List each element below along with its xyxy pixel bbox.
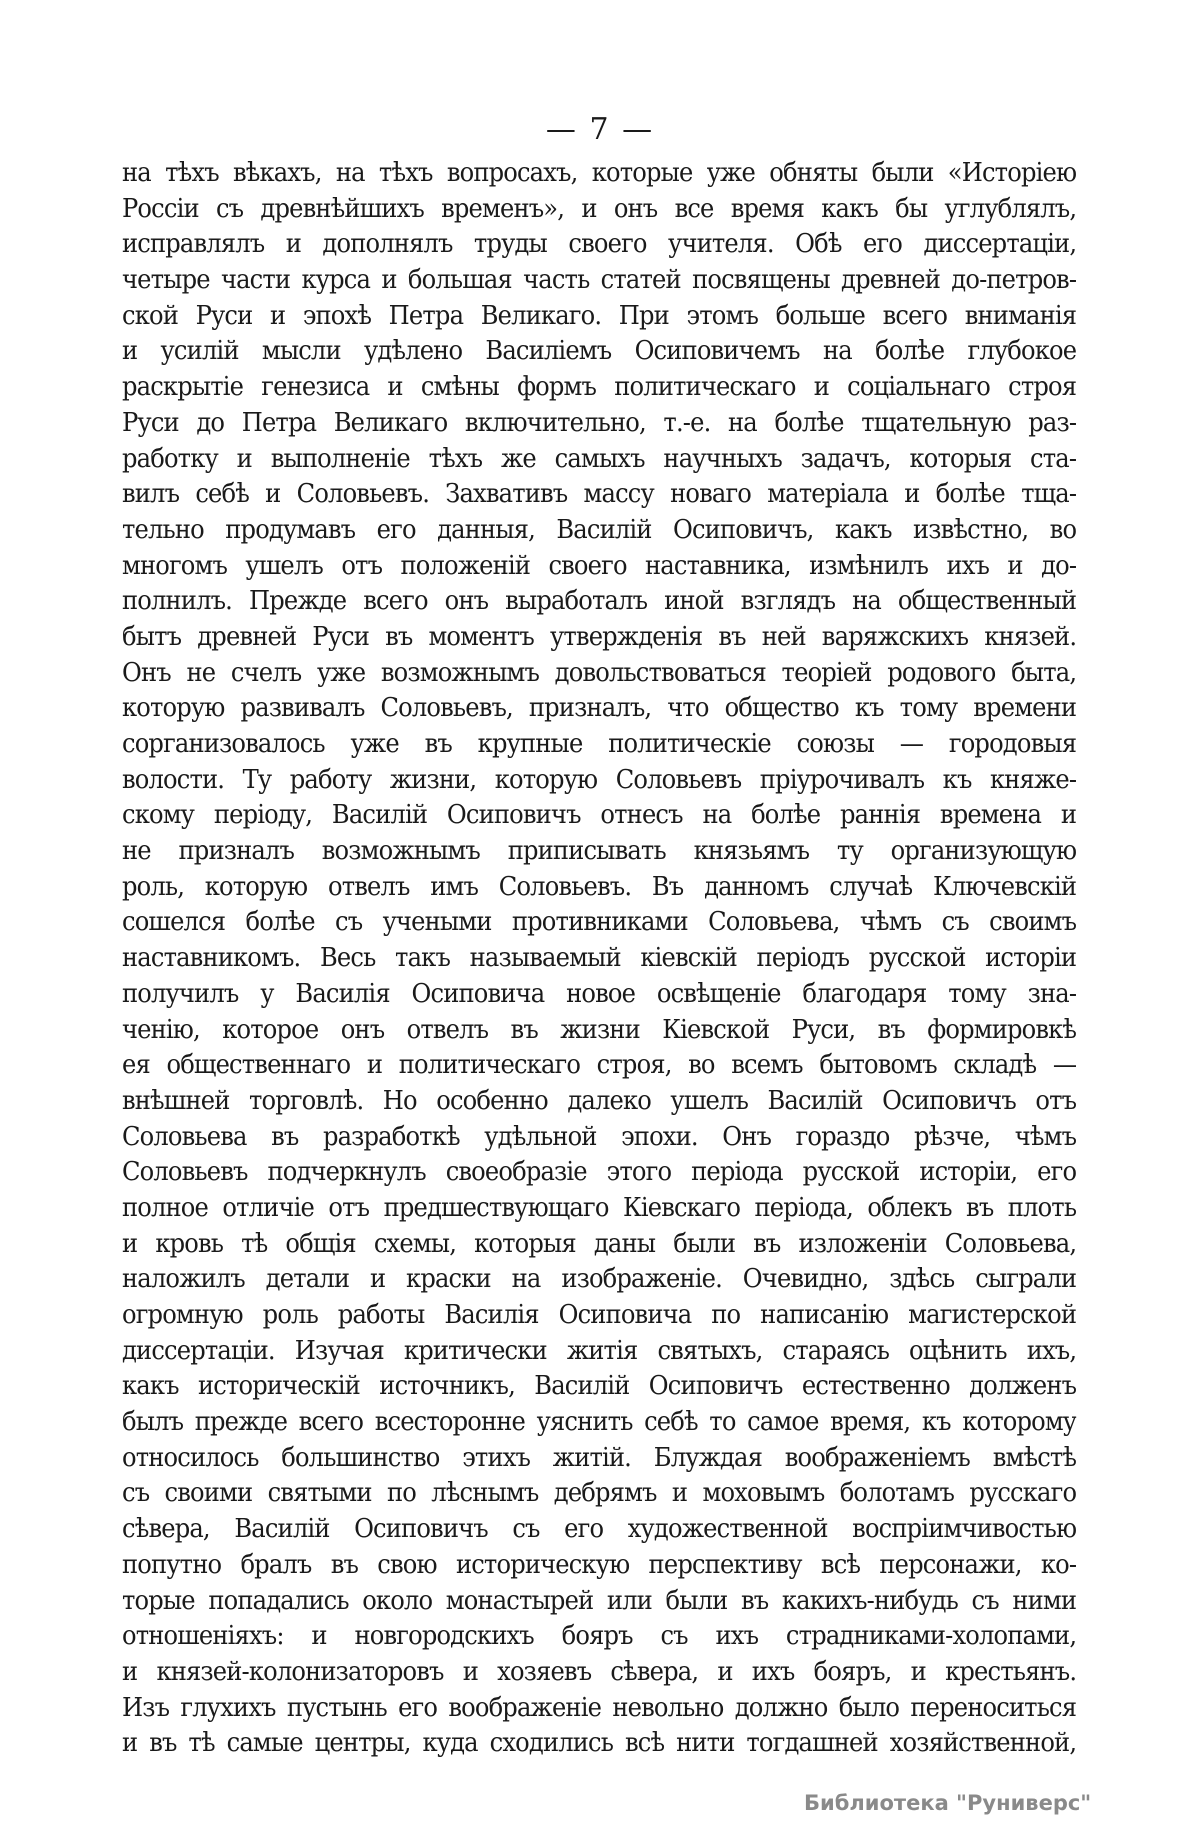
- text-line: Онъ не счелъ уже возможнымъ довольствоваться теоріей родового быта,: [122, 657, 1077, 688]
- text-line: роль, которую отвелъ имъ Соловьевъ. Въ данномъ случаѣ Ключевскій: [122, 871, 1077, 902]
- text-line: исправлялъ и дополнялъ труды своего учителя. Обѣ его диссертаціи,: [122, 229, 1077, 260]
- text-line: не призналъ возможнымъ приписывать князьямъ ту организующую: [122, 836, 1077, 867]
- text-line: полное отличіе отъ предшествующаго Кіевскаго періода, облекъ въ плоть: [122, 1192, 1077, 1223]
- text-line: ской Руси и эпохѣ Петра Великаго. При этомъ больше всего вниманія: [122, 300, 1077, 331]
- text-line: раскрытіе генезиса и смѣны формъ политическаго и соціальнаго строя: [122, 372, 1077, 403]
- text-line: сѣвера, Василій Осиповичъ съ его художественной воспріимчивостью: [122, 1514, 1077, 1545]
- text-line: на тѣхъ вѣкахъ, на тѣхъ вопросахъ, которые уже обняты были «Исторіею: [122, 158, 1077, 188]
- text-line: ченію, которое онъ отвелъ въ жизни Кіевской Руси, въ формировкѣ: [122, 1014, 1077, 1045]
- text-line: четыре части курса и большая часть статей посвящены древней до-петров-: [122, 265, 1077, 296]
- text-line: былъ прежде всего всесторонне уяснить себѣ то самое время, къ которому: [122, 1407, 1077, 1438]
- text-line: ея общественнаго и политическаго строя, во всемъ бытовомъ складѣ —: [122, 1050, 1077, 1081]
- text-line: Россіи съ древнѣйшихъ временъ», и онъ все время какъ бы углублялъ,: [122, 193, 1077, 224]
- text-line: Соловьева въ разработкѣ удѣльной эпохи. Онъ гораздо рѣзче, чѣмъ: [122, 1121, 1077, 1152]
- text-line: многомъ ушелъ отъ положеній своего наставника, измѣнилъ ихъ и до-: [122, 550, 1077, 581]
- library-watermark: Библиотека "Руниверс": [804, 1791, 1092, 1815]
- page-number: — 7 —: [545, 112, 655, 147]
- text-line: и князей-колонизаторовъ и хозяевъ сѣвера, и ихъ бояръ, и крестьянъ.: [122, 1656, 1077, 1687]
- text-line: съ своими святыми по лѣснымъ дебрямъ и моховымъ болотамъ русскаго: [122, 1478, 1077, 1509]
- text-line: и усилій мысли удѣлено Василіемъ Осиповичемъ на болѣе глубокое: [122, 336, 1077, 367]
- text-line: Изъ глухихъ пустынь его воображеніе невольно должно было переноситься: [122, 1692, 1077, 1723]
- text-line: бытъ древней Руси въ моментъ утвержденія въ ней варяжскихъ князей.: [122, 621, 1077, 652]
- text-line: какъ историческій источникъ, Василій Осиповичъ естественно долженъ: [122, 1371, 1077, 1402]
- text-line: торые попадались около монастырей или были въ какихъ-нибудь съ ними: [122, 1585, 1077, 1616]
- text-line: волости. Ту работу жизни, которую Соловьевъ пріурочивалъ къ княже-: [122, 764, 1077, 795]
- text-line: попутно бралъ въ свою историческую перспективу всѣ персонажи, ко-: [122, 1549, 1077, 1580]
- text-line: скому періоду, Василій Осиповичъ отнесъ на болѣе раннія времена и: [122, 800, 1077, 831]
- text-line: диссертаціи. Изучая критически житія святыхъ, стараясь оцѣнить ихъ,: [122, 1335, 1077, 1366]
- text-line: огромную роль работы Василія Осиповича по написанію магистерской: [122, 1300, 1077, 1330]
- text-line: работку и выполненіе тѣхъ же самыхъ научныхъ задачъ, которыя ста-: [122, 443, 1077, 474]
- text-line: сорганизовалось уже въ крупные политическіе союзы — городовыя: [122, 729, 1077, 759]
- text-line: и кровь тѣ общія схемы, которыя даны были въ изложеніи Соловьева,: [122, 1228, 1077, 1259]
- text-line: полнилъ. Прежде всего онъ выработалъ иной взглядъ на общественный: [122, 586, 1077, 617]
- text-line: Соловьевъ подчеркнулъ своеобразіе этого періода русской исторіи, его: [122, 1157, 1077, 1188]
- text-line: наставникомъ. Весь такъ называемый кіевскій періодъ русской исторіи: [122, 943, 1077, 974]
- text-line: отношеніяхъ: и новгородскихъ бояръ съ ихъ страдниками-холопами,: [122, 1621, 1077, 1652]
- text-line: наложилъ детали и краски на изображеніе. Очевидно, здѣсь сыграли: [122, 1264, 1077, 1295]
- text-line: вилъ себѣ и Соловьевъ. Захвативъ массу новаго матеріала и болѣе тща-: [122, 479, 1077, 510]
- text-line: относилось большинство этихъ житій. Блуждая воображеніемъ вмѣстѣ: [122, 1442, 1077, 1473]
- text-line: которую развивалъ Соловьевъ, призналъ, что общество къ тому времени: [122, 693, 1077, 724]
- text-line: сошелся болѣе съ учеными противниками Соловьева, чѣмъ съ своимъ: [122, 907, 1077, 938]
- text-line: получилъ у Василія Осиповича новое освѣщеніе благодаря тому зна-: [122, 978, 1077, 1009]
- body-text: [122, 156, 1076, 1762]
- text-line: и въ тѣ самые центры, куда сходились всѣ нити тогдашней хозяйственной,: [122, 1728, 1077, 1759]
- text-line: внѣшней торговлѣ. Но особенно далеко ушелъ Василій Осиповичъ отъ: [122, 1085, 1077, 1116]
- text-line: Руси до Петра Великаго включительно, т.-е. на болѣе тщательную раз-: [122, 407, 1077, 438]
- text-line: тельно продумавъ его данныя, Василій Осиповичъ, какъ извѣстно, во: [122, 514, 1077, 545]
